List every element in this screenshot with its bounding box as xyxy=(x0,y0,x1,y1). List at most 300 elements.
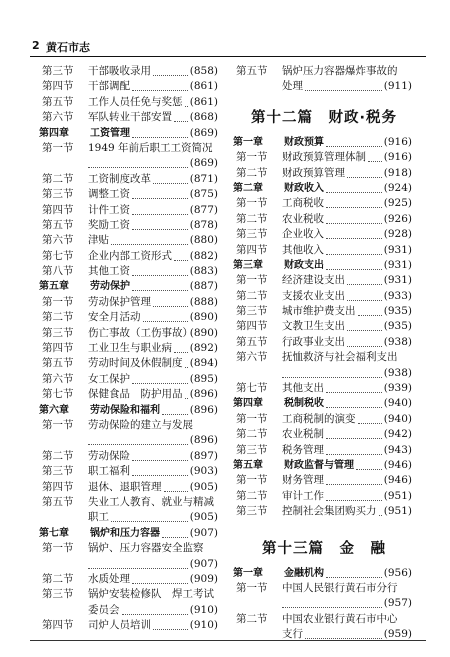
entry-label: 第七章 xyxy=(39,527,69,539)
toc-entry xyxy=(42,464,218,479)
dot-leader xyxy=(174,260,188,261)
toc-entry xyxy=(236,335,412,350)
toc-chapter-entry xyxy=(233,181,412,196)
entry-title: 财政预算 xyxy=(284,136,324,148)
dot-leader xyxy=(347,346,382,347)
entry-page-number: (916) xyxy=(383,135,412,148)
entry-title: 干部调配 xyxy=(88,80,130,93)
entry-label: 第三节 xyxy=(42,326,74,339)
toc-entry xyxy=(236,612,412,627)
dot-leader xyxy=(132,214,188,215)
dot-leader xyxy=(153,306,188,307)
entry-title: 审计工作 xyxy=(282,489,324,502)
dot-leader xyxy=(132,229,188,230)
entry-title: 工商税收 xyxy=(282,197,324,210)
toc-entry xyxy=(236,273,412,288)
entry-title: 津贴 xyxy=(88,234,109,247)
toc-chapter-entry xyxy=(233,258,412,273)
entry-page-number: (909) xyxy=(189,572,218,585)
entry-title: 劳动保护管理 xyxy=(88,295,151,308)
toc-entry xyxy=(236,212,412,227)
toc-chapter-entry xyxy=(233,458,412,473)
toc-entry xyxy=(42,172,218,187)
entry-label: 第七节 xyxy=(42,388,74,401)
entry-label: 第二节 xyxy=(236,166,268,179)
entry-title: 城市维护费支出 xyxy=(282,305,356,318)
dot-leader xyxy=(326,269,382,270)
toc-entry xyxy=(236,79,412,94)
entry-title: 工作人员任免与奖惩 xyxy=(88,95,183,108)
entry-page-number: (869) xyxy=(189,157,218,170)
entry-page-number: (907) xyxy=(189,557,218,570)
entry-page-number: (895) xyxy=(189,372,218,385)
dot-leader xyxy=(88,568,188,569)
entry-label: 第一节 xyxy=(42,141,74,154)
dot-leader xyxy=(153,629,188,630)
dot-leader xyxy=(132,137,188,138)
dot-leader xyxy=(132,460,188,461)
entry-title: 职工 xyxy=(88,511,109,524)
entry-title: 支行 xyxy=(282,628,303,641)
dot-leader xyxy=(326,500,382,501)
entry-page-number: (894) xyxy=(189,357,218,370)
entry-title: 金融机构 xyxy=(284,567,324,579)
entry-label: 第四节 xyxy=(42,203,74,216)
toc-entry xyxy=(236,443,412,458)
entry-page-number: (959) xyxy=(383,628,412,641)
entry-title: 委员会 xyxy=(88,603,120,616)
entry-page-number: (861) xyxy=(189,95,218,108)
entry-title: 其他工资 xyxy=(88,265,130,278)
entry-label: 第六章 xyxy=(39,404,69,416)
dot-leader xyxy=(326,223,382,224)
toc-entry xyxy=(42,249,218,264)
entry-title: 财政预算管理体制 xyxy=(282,151,366,164)
toc-left-column xyxy=(39,64,218,633)
entry-page-number: (938) xyxy=(383,366,412,379)
dot-leader xyxy=(326,146,382,147)
entry-label: 第一节 xyxy=(236,581,268,594)
toc-entry xyxy=(42,449,218,464)
entry-page-number: (911) xyxy=(383,80,412,93)
entry-page-number: (882) xyxy=(189,249,218,262)
entry-title: 财政收入 xyxy=(284,182,324,194)
dot-leader xyxy=(122,614,188,615)
entry-page-number: (935) xyxy=(383,320,412,333)
toc-chapter-entry xyxy=(39,126,218,141)
entry-label: 第二节 xyxy=(236,489,268,502)
entry-label: 第一节 xyxy=(236,412,268,425)
entry-label: 第六节 xyxy=(42,234,74,247)
toc-entry xyxy=(42,341,218,356)
entry-label: 第一节 xyxy=(236,197,268,210)
entry-title: 其他支出 xyxy=(282,382,324,395)
toc-entry xyxy=(42,587,218,602)
entry-page-number: (907) xyxy=(189,526,218,539)
toc-entry xyxy=(236,366,412,381)
running-header xyxy=(30,38,426,57)
entry-title: 税制税收 xyxy=(284,398,324,410)
toc-entry xyxy=(42,372,218,387)
entry-page-number: (877) xyxy=(189,203,218,216)
entry-label: 第三节 xyxy=(236,443,268,456)
entry-title: 税务管理 xyxy=(282,443,324,456)
entry-page-number: (875) xyxy=(189,188,218,201)
entry-title: 水质处理 xyxy=(88,572,130,585)
entry-title: 中国人民银行黄石市分行 xyxy=(282,581,398,594)
entry-title: 财政监督与管理 xyxy=(284,459,354,471)
entry-page-number: (887) xyxy=(189,280,218,293)
entry-label: 第二节 xyxy=(42,311,74,324)
entry-title: 农业税制 xyxy=(282,428,324,441)
entry-title: 财政预算管理 xyxy=(282,166,345,179)
toc-entry xyxy=(236,166,412,181)
entry-label: 第五节 xyxy=(42,95,74,108)
toc-right-top xyxy=(236,64,412,95)
entry-title: 1949 年前后职工工资简况 xyxy=(88,141,213,154)
dot-leader xyxy=(185,106,188,107)
entry-title: 退休、退职管理 xyxy=(88,480,162,493)
entry-page-number: (916) xyxy=(383,151,412,164)
toc-entry xyxy=(236,412,412,427)
dot-leader xyxy=(88,167,188,168)
entry-title: 其他收入 xyxy=(282,243,324,256)
entry-label: 第四节 xyxy=(42,619,74,632)
entry-page-number: (957) xyxy=(383,597,412,610)
entry-page-number: (905) xyxy=(189,480,218,493)
toc-chapter-entry xyxy=(39,403,218,418)
entry-title: 工资管理 xyxy=(90,127,130,139)
entry-page-number: (897) xyxy=(189,449,218,462)
toc-entry xyxy=(236,150,412,165)
toc-chapter-entry xyxy=(233,396,412,411)
entry-page-number: (933) xyxy=(383,289,412,302)
entry-page-number: (931) xyxy=(383,243,412,256)
entry-page-number: (903) xyxy=(189,465,218,478)
dot-leader xyxy=(305,638,382,639)
dot-leader xyxy=(282,607,382,608)
entry-title: 失业工人教育、就业与精减 xyxy=(88,495,214,508)
toc-entry xyxy=(42,510,218,525)
entry-title: 保健食品 防护用品 xyxy=(88,388,183,401)
book-title: 黄石市志 xyxy=(46,41,90,54)
dot-leader xyxy=(132,290,188,291)
dot-leader xyxy=(185,398,188,399)
entry-page-number: (935) xyxy=(383,305,412,318)
entry-title: 计件工资 xyxy=(88,203,130,216)
entry-title: 女工保护 xyxy=(88,372,130,385)
toc-entry xyxy=(42,433,218,448)
entry-label: 第八节 xyxy=(42,265,74,278)
entry-page-number: (956) xyxy=(383,566,412,579)
dot-leader xyxy=(356,469,382,470)
part-thirteen-entries xyxy=(233,566,412,643)
entry-label: 第五节 xyxy=(42,495,74,508)
dot-leader xyxy=(347,284,382,285)
toc-entry xyxy=(42,264,218,279)
dot-leader xyxy=(132,198,188,199)
dot-leader xyxy=(326,392,382,393)
entry-title: 抚恤救济与社会福利支出 xyxy=(282,351,398,364)
entry-label: 第二章 xyxy=(233,182,263,194)
entry-label: 第一节 xyxy=(236,151,268,164)
toc-entry xyxy=(42,203,218,218)
entry-label: 第五章 xyxy=(39,281,69,293)
toc-entry xyxy=(42,603,218,618)
entry-label: 第三节 xyxy=(42,588,74,601)
entry-title: 调整工资 xyxy=(88,188,130,201)
entry-label: 第二节 xyxy=(236,612,268,625)
toc-entry xyxy=(42,156,218,171)
entry-page-number: (943) xyxy=(383,443,412,456)
entry-page-number: (896) xyxy=(189,388,218,401)
entry-title: 伤亡事故（工伤事故） xyxy=(88,326,193,339)
toc-entry xyxy=(236,289,412,304)
toc-entry xyxy=(42,480,218,495)
toc-entry xyxy=(236,504,412,519)
entry-page-number: (869) xyxy=(189,126,218,139)
dot-leader xyxy=(111,521,188,522)
entry-page-number: (918) xyxy=(383,166,412,179)
dot-leader xyxy=(326,207,382,208)
entry-label: 第七节 xyxy=(236,382,268,395)
dot-leader xyxy=(132,583,188,584)
entry-label: 第五章 xyxy=(233,459,263,471)
entry-page-number: (951) xyxy=(383,505,412,518)
entry-label: 第一节 xyxy=(42,295,74,308)
entry-title: 安全月活动 xyxy=(88,311,141,324)
entry-label: 第三章 xyxy=(233,259,263,271)
entry-label: 第一章 xyxy=(233,567,263,579)
page-number: 2 xyxy=(32,39,40,52)
entry-page-number: (868) xyxy=(189,111,218,124)
entry-label: 第六节 xyxy=(42,111,74,124)
part-twelve-entries xyxy=(233,135,412,520)
entry-page-number: (896) xyxy=(189,403,218,416)
entry-page-number: (931) xyxy=(383,274,412,287)
dot-leader xyxy=(132,475,188,476)
dot-leader xyxy=(143,321,188,322)
toc-entry xyxy=(42,310,218,325)
toc-entry xyxy=(42,79,218,94)
page-bottom-rule xyxy=(30,640,426,641)
entry-label: 第二节 xyxy=(236,212,268,225)
entry-page-number: (940) xyxy=(383,412,412,425)
toc-entry xyxy=(42,110,218,125)
dot-leader xyxy=(326,407,382,408)
entry-title: 行政事业支出 xyxy=(282,335,345,348)
dot-leader xyxy=(132,383,188,384)
entry-page-number: (905) xyxy=(189,511,218,524)
entry-title: 劳动保险和福利 xyxy=(90,404,160,416)
entry-label: 第七节 xyxy=(42,249,74,262)
toc-chapter-entry xyxy=(233,566,412,581)
entry-label: 第四章 xyxy=(233,398,263,410)
dot-leader xyxy=(358,423,382,424)
entry-title: 劳动保险的建立与发展 xyxy=(88,418,193,431)
dot-leader xyxy=(347,300,382,301)
toc-entry xyxy=(42,557,218,572)
entry-page-number: (890) xyxy=(189,311,218,324)
entry-page-number: (878) xyxy=(189,218,218,231)
dot-leader xyxy=(164,491,188,492)
toc-entry xyxy=(42,387,218,402)
dot-leader xyxy=(132,90,188,91)
toc-entry xyxy=(236,243,412,258)
toc-entry xyxy=(236,427,412,442)
entry-title: 企业内部工资形式 xyxy=(88,249,172,262)
entry-label: 第二节 xyxy=(236,428,268,441)
toc-entry xyxy=(42,187,218,202)
toc-entry xyxy=(236,473,412,488)
entry-title: 劳动时间及休假制度 xyxy=(88,357,183,370)
dot-leader xyxy=(88,444,188,445)
dot-leader xyxy=(326,454,382,455)
entry-page-number: (871) xyxy=(189,172,218,185)
entry-title: 锅炉和压力容器 xyxy=(90,527,160,539)
entry-title: 锅炉安装检修队 焊工考试 xyxy=(88,588,214,601)
entry-page-number: (946) xyxy=(383,458,412,471)
entry-label: 第五节 xyxy=(236,335,268,348)
entry-label: 第二节 xyxy=(42,172,74,185)
toc-entry xyxy=(42,418,218,433)
dot-leader xyxy=(358,315,382,316)
dot-leader xyxy=(326,438,382,439)
toc-entry xyxy=(236,489,412,504)
entry-title: 财务管理 xyxy=(282,474,324,487)
dot-leader xyxy=(282,377,382,378)
dot-leader xyxy=(326,484,382,485)
dot-leader xyxy=(368,161,382,162)
entry-label: 第四节 xyxy=(42,480,74,493)
toc-entry xyxy=(236,196,412,211)
entry-page-number: (861) xyxy=(189,80,218,93)
toc-entry xyxy=(236,64,412,79)
entry-title: 职工福利 xyxy=(88,465,130,478)
entry-label: 第四节 xyxy=(236,320,268,333)
entry-label: 第三节 xyxy=(236,305,268,318)
dot-leader xyxy=(111,244,188,245)
dot-leader xyxy=(132,275,188,276)
entry-label: 第四节 xyxy=(42,342,74,355)
entry-title: 锅炉、压力容器安全监察 xyxy=(88,542,204,555)
toc-chapter-entry xyxy=(39,279,218,294)
entry-label: 第四节 xyxy=(42,80,74,93)
entry-title: 工业卫生与职业病 xyxy=(88,342,172,355)
toc-entry xyxy=(42,356,218,371)
entry-page-number: (892) xyxy=(189,342,218,355)
entry-title: 干部吸收录用 xyxy=(88,65,151,77)
entry-title: 支援农业支出 xyxy=(282,289,345,302)
entry-label: 第三节 xyxy=(42,188,74,201)
entry-page-number: (928) xyxy=(383,228,412,241)
entry-title: 文教卫生支出 xyxy=(282,320,345,333)
entry-label: 第三节 xyxy=(42,65,74,77)
entry-page-number: (938) xyxy=(383,335,412,348)
entry-page-number: (896) xyxy=(189,434,218,447)
entry-page-number: (931) xyxy=(383,258,412,271)
toc-chapter-entry xyxy=(39,526,218,541)
entry-page-number: (910) xyxy=(189,603,218,616)
entry-label: 第二节 xyxy=(42,572,74,585)
dot-leader xyxy=(326,192,382,193)
toc-entry xyxy=(236,596,412,611)
entry-page-number: (888) xyxy=(189,295,218,308)
dot-leader xyxy=(326,238,382,239)
entry-title: 工商税制的演变 xyxy=(282,412,356,425)
dot-leader xyxy=(174,352,188,353)
toc-entry xyxy=(236,304,412,319)
entry-title: 控制社会集团购买力 xyxy=(282,505,377,518)
toc-entry xyxy=(42,541,218,556)
entry-title: 劳动保护 xyxy=(90,281,130,293)
toc-entry xyxy=(42,326,218,341)
entry-title: 处理 xyxy=(282,80,303,93)
dot-leader xyxy=(326,577,382,578)
toc-entry xyxy=(236,381,412,396)
entry-page-number: (939) xyxy=(383,382,412,395)
entry-title: 锅炉压力容器爆炸事故的 xyxy=(282,65,398,77)
entry-label: 第二节 xyxy=(42,449,74,462)
entry-label: 第五节 xyxy=(42,357,74,370)
entry-label: 第四章 xyxy=(39,127,69,139)
toc-entry xyxy=(42,218,218,233)
entry-page-number: (883) xyxy=(189,265,218,278)
entry-title: 农业税收 xyxy=(282,212,324,225)
dot-leader xyxy=(162,537,188,538)
toc-entry xyxy=(236,350,412,365)
part-thirteen-heading: 第十三篇 金 融 xyxy=(262,540,386,557)
dot-leader xyxy=(185,367,188,368)
dot-leader xyxy=(379,515,382,516)
entry-label: 第一节 xyxy=(42,542,74,555)
toc-entry xyxy=(42,618,218,633)
toc-entry xyxy=(42,64,218,79)
toc-right-column xyxy=(233,64,412,643)
entry-page-number: (880) xyxy=(189,234,218,247)
entry-label: 第一章 xyxy=(233,136,263,148)
dot-leader xyxy=(326,254,382,255)
toc-entry xyxy=(236,319,412,334)
toc-entry xyxy=(236,227,412,242)
entry-title: 中国农业银行黄石市中心 xyxy=(282,612,398,625)
entry-label: 第六节 xyxy=(236,351,268,364)
entry-page-number: (925) xyxy=(383,197,412,210)
toc-entry xyxy=(42,233,218,248)
entry-label: 第三节 xyxy=(42,465,74,478)
entry-label: 第六节 xyxy=(42,372,74,385)
dot-leader xyxy=(347,330,382,331)
entry-title: 企业收入 xyxy=(282,228,324,241)
entry-label: 第三节 xyxy=(236,228,268,241)
entry-label: 第一节 xyxy=(42,418,74,431)
entry-page-number: (926) xyxy=(383,212,412,225)
entry-page-number: (951) xyxy=(383,489,412,502)
entry-page-number: (946) xyxy=(383,474,412,487)
toc-entry xyxy=(42,141,218,156)
toc-chapter-entry xyxy=(233,135,412,150)
entry-label: 第二节 xyxy=(236,289,268,302)
entry-page-number: (858) xyxy=(189,65,218,77)
entry-page-number: (940) xyxy=(383,397,412,410)
dot-leader xyxy=(153,183,188,184)
entry-label: 第一节 xyxy=(236,274,268,287)
entry-title: 奖励工资 xyxy=(88,218,130,231)
entry-title: 工资制度改革 xyxy=(88,172,151,185)
entry-title: 财政支出 xyxy=(284,259,324,271)
part-twelve-heading: 第十二篇 财政·税务 xyxy=(250,109,397,126)
entry-title: 军队转业干部安置 xyxy=(88,111,172,124)
